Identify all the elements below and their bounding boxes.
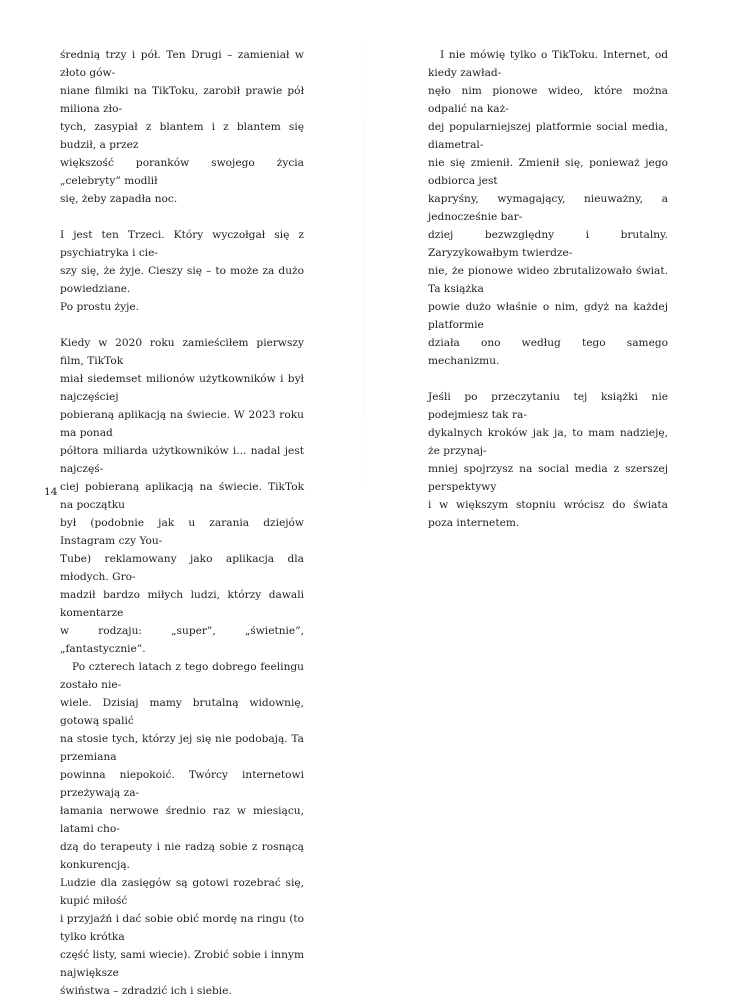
paragraph-gap — [60, 208, 304, 226]
left-page — [0, 0, 365, 997]
paragraph-gap — [60, 316, 304, 334]
paragraph-gap — [428, 370, 668, 388]
paragraph: Kiedy w 2020 roku zamieściłem pierwszy film, TikTok miał siedemset milionów użytkowników i był najczęściej pobieraną aplikacją na świecie. W 2023 roku ma ponad półtora miliarda użytkowników i... nadal jest najczęś- ciej pobieraną aplikacją na świecie. TikTok na początku był (podobnie jak u zarania dziejów Instagram czy You- Tube) reklamowany jako aplikacja dla młodych. Gro- madził bardzo miłych ludzi, którzy dawali komentarze w rodzaju: „super”, „świetnie”, „fantastycznie”. — [60, 337, 304, 655]
paragraph: I jest ten Trzeci. Który wyczołgał się z psychiatryka i cie- szy się, że żyje. Cieszy się – to może za dużo powiedziane. Po prostu żyje. — [60, 229, 304, 313]
paragraph: Jeśli po przeczytaniu tej książki nie podejmiesz tak ra- dykalnych kroków jak ja, to mam nadzieję, że przynaj- mniej spojrzysz na social media z szerszej perspektywy i w większym stopniu wrócisz do świata poza internetem. — [428, 391, 668, 529]
page-number: 14 — [44, 486, 58, 498]
left-page-text — [60, 46, 304, 1000]
paragraph: Po czterech latach z tego dobrego feelingu zostało nie- wiele. Dzisiaj mamy brutalną widownię, gotową spalić na stosie tych, którzy jej się nie podobają. Ta przemiana powinna niepokoić. Twórcy internetowi przeżywają za- łamania nerwowe średnio raz w miesiącu, latami cho- dzą do terapeuty i nie radzą sobie z rosnącą konkurencją. Ludzie dla zasięgów są gotowi rozebrać się, kupić miłość i przyjaźń i dać sobie obić mordę na ringu (to tylko krótka część listy, sami wiecie). Zrobić sobie i innym największe świństwa – zdradzić ich i siebie. — [60, 661, 304, 997]
right-page-text — [428, 46, 668, 532]
right-page — [365, 0, 730, 534]
paragraph: średnią trzy i pół. Ten Drugi – zamieniał w złoto gów- niane filmiki na TikToku, zarobił prawie pół miliona zło- tych, zasypiał z blantem i z blantem się budził, a przez większość poranków swojego życia „celebryty” modlił się, żeby zapadła noc. — [60, 49, 304, 205]
paragraph: I nie mówię tylko o TikToku. Internet, od kiedy zawład- nęło nim pionowe wideo, które można odpalić na każ- dej popularniejszej platformie social media, diametral- nie się zmienił. Zmienił się, ponieważ jego odbiorca jest kapryśny, wymagający, nieuważny, a jednocześnie bar- dziej bezwzględny i brutalny. Zaryzykowałbym twierdze- nie, że pionowe wideo zbrutalizowało świat. Ta książka powie dużo właśnie o nim, gdyż na każdej platformie działa ono według tego samego mechanizmu. — [428, 49, 668, 367]
